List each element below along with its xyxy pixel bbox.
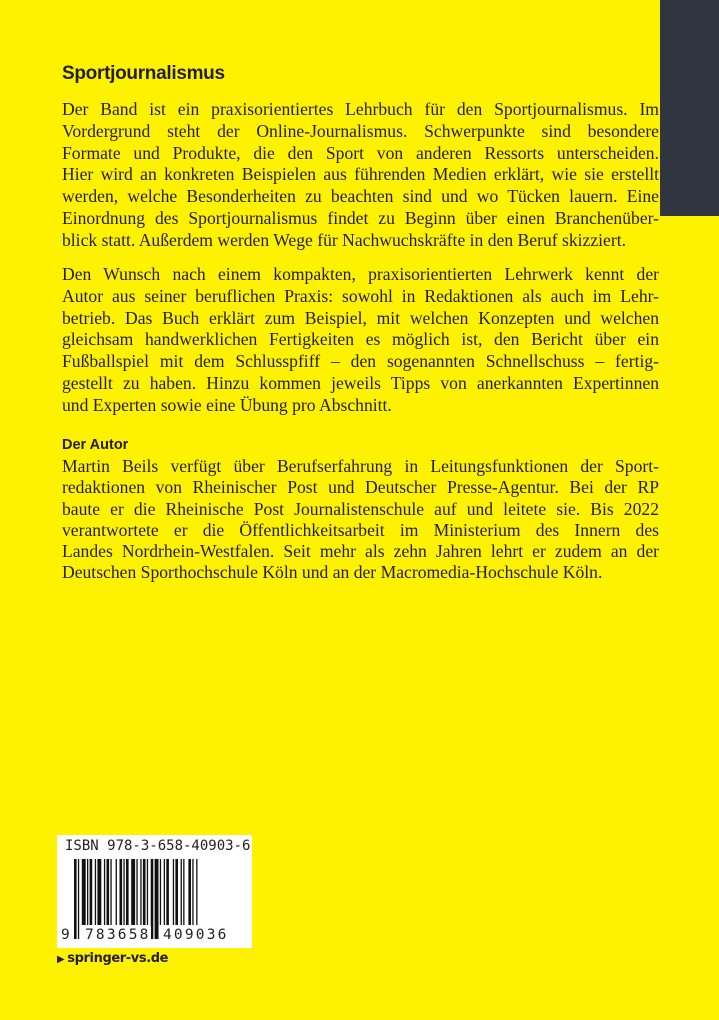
barcode-bar — [110, 859, 111, 925]
barcode-bar — [164, 859, 165, 925]
barcode-bar — [120, 859, 123, 925]
barcode-bar — [131, 859, 135, 925]
barcode-bar — [192, 859, 193, 925]
play-arrow-icon: ▶ — [57, 954, 65, 965]
barcode-digits-right: 409036 — [163, 927, 229, 943]
barcode-bar — [74, 859, 77, 939]
text-line: und Experten sowie eine Übung pro Abschnitt. — [62, 394, 392, 415]
barcode-bar — [166, 859, 169, 925]
barcode-bar — [82, 859, 86, 925]
barcode-bar — [90, 859, 93, 925]
barcode-bar — [188, 859, 191, 925]
publisher-link[interactable] — [57, 951, 168, 968]
barcode-bar — [95, 859, 96, 925]
text-line: Vordergrund steht der Online-Journalismus. Schwerpunkte sind besondere — [62, 120, 659, 141]
text-line: baute er die Rheinische Post Journalistenschule auf und leitete sie. Bis 2022 — [62, 498, 659, 519]
barcode-bar — [181, 859, 182, 925]
text-line: Martin Beils verfügt über Berufserfahrung in Leitungsfunktionen der Sport- — [62, 456, 659, 476]
author-bio — [62, 456, 659, 584]
text-line: verantwortete er die Öffentlichkeitsarbeit im Ministerium des Innern des — [62, 519, 659, 540]
text-line: blick statt. Außerdem werden Wege für Nachwuchskräfte in den Beruf skizziert. — [62, 229, 626, 250]
barcode-bar — [147, 859, 148, 925]
barcode-bar — [116, 859, 117, 925]
text-line: gestellt zu haben. Hinzu kommen jeweils Tipps von anerkannten Expertinnen — [62, 372, 659, 393]
barcode-bar — [97, 859, 101, 925]
author-heading: Der Autor — [62, 437, 129, 453]
barcode-digit-first: 9 — [61, 927, 72, 943]
isbn-label: ISBN 978-3-658-40903-6 — [65, 838, 251, 854]
barcode-bar — [107, 859, 110, 925]
text-line: Deutschen Sporthochschule Köln und an der Macromedia-Hochschule Köln. — [62, 562, 603, 583]
text-line: Der Band ist ein praxisorientiertes Lehrbuch für den Sportjournalismus. Im — [62, 99, 659, 119]
barcode-bar — [160, 859, 161, 925]
text-line: Formate und Produkte, die den Sport von anderen Ressorts unterscheiden. — [62, 142, 659, 163]
barcode-bar — [155, 859, 159, 939]
text-line: Autor aus seiner beruflichen Praxis: sowohl in Redaktionen als auch im Lehr- — [62, 285, 659, 306]
dark-side-bar — [660, 0, 719, 216]
text-line: Landes Nordrhein-Westfalen. Seit mehr als zehn Jahren lehrt er zudem an der — [62, 541, 659, 562]
text-line: werden, welche Besonderheiten zu beachten sind und wo Tücken lauern. Eine — [62, 186, 659, 207]
text-line: Fußballspiel mit dem Schlusspfiff – den sogenannten Schnellschuss – fertig- — [62, 351, 659, 372]
barcode-bar — [151, 859, 154, 939]
book-title: Sportjournalismus — [62, 63, 225, 84]
text-line: Einordnung des Sportjournalismus findet zu Beginn über einen Branchenüber- — [62, 207, 659, 228]
barcode-bar — [175, 859, 178, 925]
barcode-bar — [78, 859, 79, 939]
text-line: gleichsam handwerklichen Fertigkeiten es möglich ist, den Bericht über ein — [62, 329, 659, 350]
barcode-bar — [126, 859, 129, 925]
text-line: betrieb. Das Buch erklärt zum Beispiel, mit welchen Konzepten und welchen — [62, 307, 659, 328]
barcode-bar — [140, 859, 141, 925]
barcode-digits-left: 783658 — [85, 927, 151, 943]
barcode-bar — [136, 859, 137, 925]
isbn-barcode — [57, 835, 252, 948]
publisher-url: springer-vs.de — [67, 951, 169, 966]
description-paragraph-2 — [62, 264, 659, 417]
text-line: Den Wunsch nach einem kompakten, praxisorientierten Lehrwerk kennt der — [62, 264, 659, 284]
barcode-bar — [196, 859, 197, 925]
barcode-bar — [123, 859, 124, 925]
barcode-bar — [143, 859, 146, 925]
text-line: redaktionen von Rheinischer Post und Deutscher Presse-Agentur. Bei der RP — [62, 477, 659, 498]
barcode-bar — [183, 859, 184, 925]
text-line: Hier wird an konkreten Beispielen aus führenden Medien erklärt, wie sie erstellt — [62, 164, 659, 185]
description-paragraph-1 — [62, 99, 659, 252]
barcode-bar — [173, 859, 174, 925]
barcode-bar — [87, 859, 88, 925]
barcode-bar — [104, 859, 105, 925]
